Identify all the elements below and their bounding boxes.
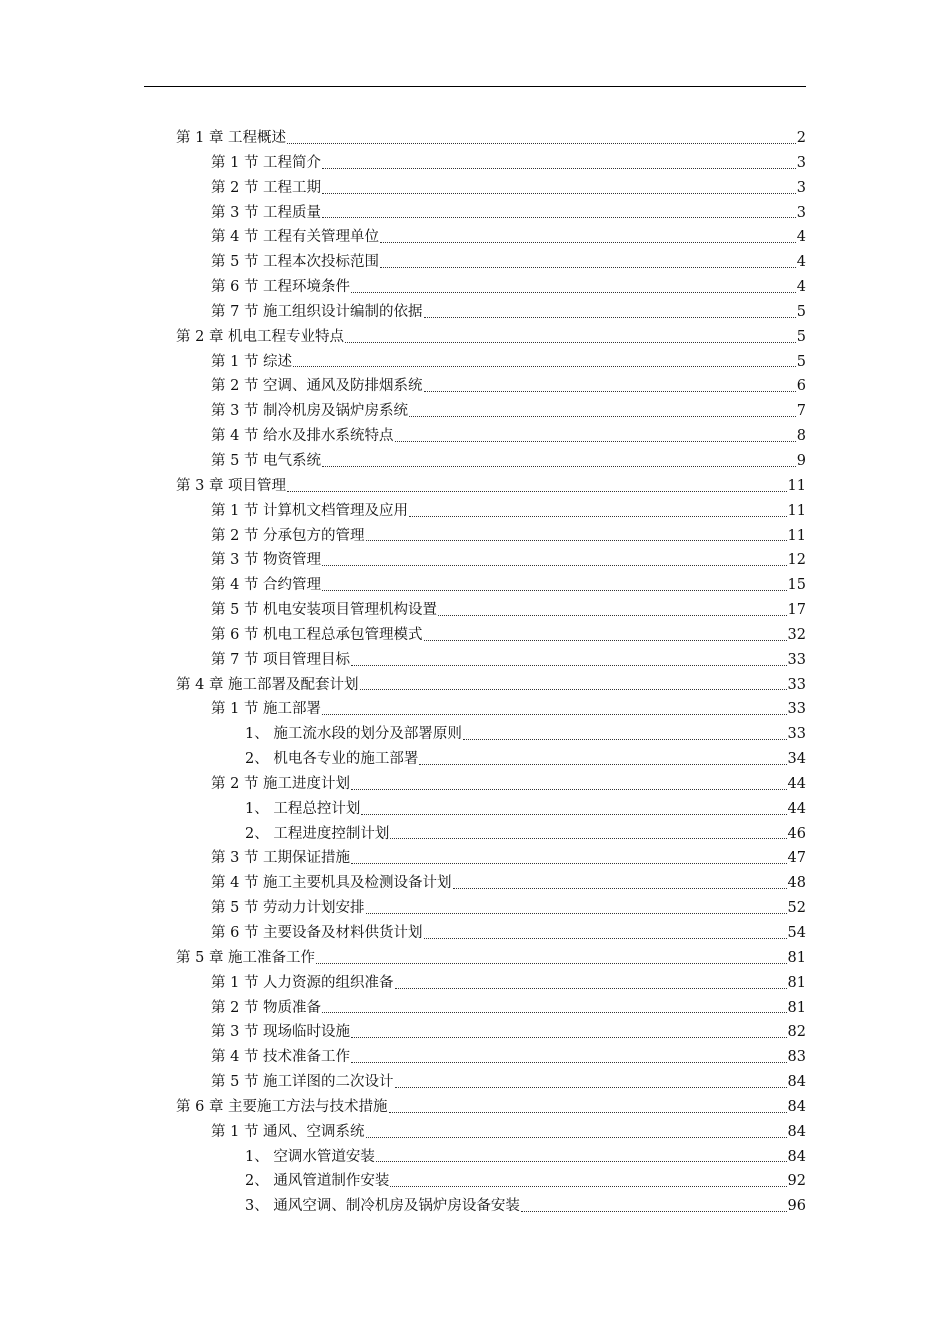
toc-subsection-entry[interactable] bbox=[176, 1145, 806, 1170]
toc-dot-leader bbox=[380, 241, 796, 243]
toc-entry-page-number: 2 bbox=[796, 130, 806, 146]
toc-entry-title: 3、 通风空调、制冷机房及锅炉房设备安装 bbox=[245, 1198, 520, 1215]
toc-dot-leader bbox=[453, 887, 787, 889]
toc-section-entry[interactable] bbox=[176, 374, 806, 399]
toc-dot-leader bbox=[390, 1185, 786, 1187]
toc-entry-title: 第 5 节 电气系统 bbox=[211, 452, 322, 469]
toc-section-entry[interactable] bbox=[176, 573, 806, 598]
toc-entry-title: 1、 空调水管道安装 bbox=[245, 1148, 375, 1165]
toc-entry-page-number: 84 bbox=[787, 1148, 806, 1165]
toc-entry-title: 2、 通风管道制作安装 bbox=[245, 1173, 390, 1190]
toc-entry-title: 第 6 章 主要施工方法与技术措施 bbox=[176, 1098, 388, 1115]
toc-section-entry[interactable] bbox=[176, 598, 806, 623]
toc-entry-page-number: 9 bbox=[796, 452, 806, 469]
toc-entry-page-number: 46 bbox=[787, 825, 806, 842]
toc-dot-leader bbox=[351, 291, 796, 293]
toc-entry-page-number: 4 bbox=[796, 254, 806, 271]
toc-entry-title: 第 2 节 工程工期 bbox=[211, 179, 322, 196]
toc-section-entry[interactable] bbox=[176, 697, 806, 722]
toc-section-entry[interactable] bbox=[176, 176, 806, 201]
toc-dot-leader bbox=[424, 937, 787, 939]
toc-entry-page-number: 15 bbox=[787, 577, 806, 594]
toc-section-entry[interactable] bbox=[176, 971, 806, 996]
toc-entry-title: 第 1 节 施工部署 bbox=[211, 701, 322, 718]
toc-entry-title: 第 5 节 劳动力计划安排 bbox=[211, 900, 365, 917]
toc-entry-page-number: 34 bbox=[787, 751, 806, 768]
toc-entry-title: 第 1 章 工程概述 bbox=[176, 130, 287, 146]
toc-dot-leader bbox=[463, 738, 787, 740]
toc-subsection-entry[interactable] bbox=[176, 797, 806, 822]
toc-section-entry[interactable] bbox=[176, 300, 806, 325]
toc-entry-title: 2、 工程进度控制计划 bbox=[245, 825, 390, 842]
toc-entry-title: 第 3 章 项目管理 bbox=[176, 477, 287, 494]
toc-dot-leader bbox=[390, 837, 786, 839]
toc-section-entry[interactable] bbox=[176, 996, 806, 1021]
toc-dot-leader bbox=[380, 266, 796, 268]
toc-chapter-entry[interactable] bbox=[176, 1095, 806, 1120]
toc-entry-page-number: 84 bbox=[787, 1123, 806, 1140]
toc-entry-page-number: 83 bbox=[787, 1049, 806, 1066]
toc-entry-page-number: 4 bbox=[796, 279, 806, 296]
toc-section-entry[interactable] bbox=[176, 896, 806, 921]
toc-dot-leader bbox=[322, 216, 796, 218]
toc-entry-title: 1、 工程总控计划 bbox=[245, 800, 361, 817]
toc-section-entry[interactable] bbox=[176, 1020, 806, 1045]
toc-section-entry[interactable] bbox=[176, 548, 806, 573]
toc-entry-title: 第 1 节 工程简介 bbox=[211, 154, 322, 171]
toc-dot-leader bbox=[361, 813, 786, 815]
toc-dot-leader bbox=[419, 763, 786, 765]
toc-entry-title: 第 7 节 项目管理目标 bbox=[211, 651, 351, 668]
toc-subsection-entry[interactable] bbox=[176, 747, 806, 772]
header-rule bbox=[144, 86, 806, 87]
toc-section-entry[interactable] bbox=[176, 499, 806, 524]
toc-section-entry[interactable] bbox=[176, 1070, 806, 1095]
toc-entry-title: 第 1 节 通风、空调系统 bbox=[211, 1123, 365, 1140]
toc-entry-title: 2、 机电各专业的施工部署 bbox=[245, 751, 419, 768]
toc-dot-leader bbox=[322, 713, 786, 715]
toc-dot-leader bbox=[376, 1160, 787, 1162]
toc-entry-title: 第 4 节 工程有关管理单位 bbox=[211, 229, 380, 246]
toc-dot-leader bbox=[316, 962, 786, 964]
toc-entry-title: 第 2 章 机电工程专业特点 bbox=[176, 328, 345, 345]
toc-dot-leader bbox=[424, 639, 787, 641]
toc-entry-title: 第 1 节 人力资源的组织准备 bbox=[211, 974, 394, 991]
toc-entry-page-number: 12 bbox=[787, 552, 806, 569]
toc-dot-leader bbox=[409, 515, 786, 517]
toc-entry-page-number: 33 bbox=[787, 651, 806, 668]
toc-entry-title: 第 2 节 施工进度计划 bbox=[211, 775, 351, 792]
toc-entry-title: 第 5 节 工程本次投标范围 bbox=[211, 254, 380, 271]
toc-subsection-entry[interactable] bbox=[176, 722, 806, 747]
toc-entry-page-number: 5 bbox=[796, 328, 806, 345]
toc-section-entry[interactable] bbox=[176, 648, 806, 673]
toc-entry-title: 第 5 节 施工详图的二次设计 bbox=[211, 1074, 394, 1091]
toc-subsection-entry[interactable] bbox=[176, 1169, 806, 1194]
toc-entry-title: 第 3 节 现场临时设施 bbox=[211, 1024, 351, 1041]
toc-entry-title: 第 6 节 主要设备及材料供货计划 bbox=[211, 925, 423, 941]
toc-entry-title: 第 3 节 制冷机房及锅炉房系统 bbox=[211, 403, 409, 420]
toc-dot-leader bbox=[395, 440, 796, 442]
toc-entry-page-number: 8 bbox=[796, 428, 806, 445]
toc-dot-leader bbox=[351, 1036, 786, 1038]
toc-entry-title: 第 4 节 技术准备工作 bbox=[211, 1049, 351, 1066]
toc-entry-page-number: 32 bbox=[787, 626, 806, 643]
toc-chapter-entry[interactable] bbox=[176, 946, 806, 971]
toc-entry-title: 第 3 节 工期保证措施 bbox=[211, 850, 351, 867]
toc-entry-page-number: 44 bbox=[787, 775, 806, 792]
toc-chapter-entry[interactable] bbox=[176, 126, 806, 151]
toc-dot-leader bbox=[521, 1210, 787, 1212]
toc-entry-page-number: 5 bbox=[796, 353, 806, 370]
toc-dot-leader bbox=[322, 192, 796, 194]
toc-section-entry[interactable] bbox=[176, 424, 806, 449]
toc-entry-title: 第 2 节 物质准备 bbox=[211, 999, 322, 1016]
toc-entry-title: 第 4 节 施工主要机具及检测设备计划 bbox=[211, 875, 452, 892]
toc-dot-leader bbox=[345, 341, 796, 343]
toc-entry-page-number: 84 bbox=[787, 1098, 806, 1115]
toc-entry-page-number: 11 bbox=[787, 527, 806, 544]
toc-section-entry[interactable] bbox=[176, 399, 806, 424]
toc-dot-leader bbox=[287, 142, 796, 144]
toc-entry-title: 第 5 章 施工准备工作 bbox=[176, 949, 316, 966]
toc-section-entry[interactable] bbox=[176, 921, 806, 946]
toc-dot-leader bbox=[351, 664, 786, 666]
toc-entry-page-number: 5 bbox=[796, 303, 806, 320]
toc-entry-page-number: 48 bbox=[787, 875, 806, 892]
toc-dot-leader bbox=[322, 1011, 786, 1013]
toc-entry-page-number: 52 bbox=[787, 900, 806, 917]
toc-dot-leader bbox=[395, 1086, 787, 1088]
toc-entry-title: 第 2 节 空调、通风及防排烟系统 bbox=[211, 378, 423, 395]
toc-entry-page-number: 17 bbox=[787, 602, 806, 619]
toc-section-entry[interactable] bbox=[176, 524, 806, 549]
toc-section-entry[interactable] bbox=[176, 623, 806, 648]
toc-entry-page-number: 96 bbox=[787, 1198, 806, 1215]
toc-entry-page-number: 11 bbox=[787, 502, 806, 519]
toc-entry-title: 第 3 节 工程质量 bbox=[211, 204, 322, 221]
toc-dot-leader bbox=[366, 1136, 787, 1138]
toc-entry-title: 第 7 节 施工组织设计编制的依据 bbox=[211, 303, 423, 320]
toc-chapter-entry[interactable] bbox=[176, 474, 806, 499]
toc-dot-leader bbox=[351, 1061, 786, 1063]
toc-entry-title: 第 4 节 给水及排水系统特点 bbox=[211, 428, 394, 445]
toc-entry-title: 第 1 节 计算机文档管理及应用 bbox=[211, 502, 409, 519]
toc-entry-page-number: 81 bbox=[787, 974, 806, 991]
toc-subsection-entry[interactable] bbox=[176, 1194, 806, 1219]
toc-entry-title: 第 6 节 机电工程总承包管理模式 bbox=[211, 626, 423, 643]
toc-entry-title: 第 3 节 物资管理 bbox=[211, 552, 322, 569]
toc-section-entry[interactable] bbox=[176, 151, 806, 176]
toc-entry-title: 第 6 节 工程环境条件 bbox=[211, 279, 351, 296]
toc-entry-page-number: 3 bbox=[796, 154, 806, 171]
toc-dot-leader bbox=[389, 1111, 787, 1113]
toc-entry-page-number: 6 bbox=[796, 378, 806, 395]
toc-entry-title: 1、 施工流水段的划分及部署原则 bbox=[245, 726, 462, 743]
toc-section-entry[interactable] bbox=[176, 1120, 806, 1145]
toc-dot-leader bbox=[322, 589, 786, 591]
toc-entry-title: 第 5 节 机电安装项目管理机构设置 bbox=[211, 602, 438, 619]
toc-section-entry[interactable] bbox=[176, 846, 806, 871]
toc-section-entry[interactable] bbox=[176, 1045, 806, 1070]
toc-dot-leader bbox=[360, 688, 787, 690]
toc-entry-page-number: 82 bbox=[787, 1024, 806, 1041]
toc-dot-leader bbox=[424, 316, 796, 318]
toc-dot-leader bbox=[366, 539, 787, 541]
toc-section-entry[interactable] bbox=[176, 871, 806, 896]
table-of-contents bbox=[176, 126, 806, 1219]
toc-subsection-entry[interactable] bbox=[176, 822, 806, 847]
toc-entry-title: 第 1 节 综述 bbox=[211, 353, 293, 370]
toc-entry-page-number: 3 bbox=[796, 179, 806, 196]
toc-dot-leader bbox=[424, 390, 796, 392]
toc-entry-page-number: 7 bbox=[796, 403, 806, 420]
toc-entry-page-number: 11 bbox=[787, 477, 806, 494]
toc-entry-page-number: 33 bbox=[787, 701, 806, 718]
toc-entry-title: 第 4 章 施工部署及配套计划 bbox=[176, 676, 359, 693]
toc-section-entry[interactable] bbox=[176, 250, 806, 275]
toc-entry-page-number: 92 bbox=[787, 1173, 806, 1190]
toc-dot-leader bbox=[366, 912, 787, 914]
toc-dot-leader bbox=[322, 167, 796, 169]
toc-dot-leader bbox=[351, 862, 786, 864]
toc-entry-page-number: 44 bbox=[787, 800, 806, 817]
toc-section-entry[interactable] bbox=[176, 772, 806, 797]
toc-entry-page-number: 4 bbox=[796, 229, 806, 246]
toc-dot-leader bbox=[293, 365, 796, 367]
toc-entry-title: 第 2 节 分承包方的管理 bbox=[211, 527, 365, 544]
toc-dot-leader bbox=[409, 415, 796, 417]
toc-entry-title: 第 4 节 合约管理 bbox=[211, 577, 322, 594]
toc-entry-page-number: 33 bbox=[787, 726, 806, 743]
toc-dot-leader bbox=[322, 564, 786, 566]
toc-dot-leader bbox=[395, 987, 787, 989]
toc-section-entry[interactable] bbox=[176, 225, 806, 250]
toc-section-entry[interactable] bbox=[176, 350, 806, 375]
toc-entry-page-number: 54 bbox=[787, 925, 806, 941]
toc-dot-leader bbox=[322, 465, 796, 467]
toc-chapter-entry[interactable] bbox=[176, 325, 806, 350]
toc-dot-leader bbox=[438, 614, 786, 616]
toc-section-entry[interactable] bbox=[176, 201, 806, 226]
toc-entry-page-number: 3 bbox=[796, 204, 806, 221]
toc-dot-leader bbox=[351, 788, 786, 790]
toc-section-entry[interactable] bbox=[176, 275, 806, 300]
toc-entry-page-number: 33 bbox=[787, 676, 806, 693]
toc-dot-leader bbox=[287, 490, 786, 492]
toc-entry-page-number: 84 bbox=[787, 1074, 806, 1091]
toc-entry-page-number: 81 bbox=[787, 949, 806, 966]
toc-entry-page-number: 81 bbox=[787, 999, 806, 1016]
toc-chapter-entry[interactable] bbox=[176, 673, 806, 698]
toc-section-entry[interactable] bbox=[176, 449, 806, 474]
toc-entry-page-number: 47 bbox=[787, 850, 806, 867]
